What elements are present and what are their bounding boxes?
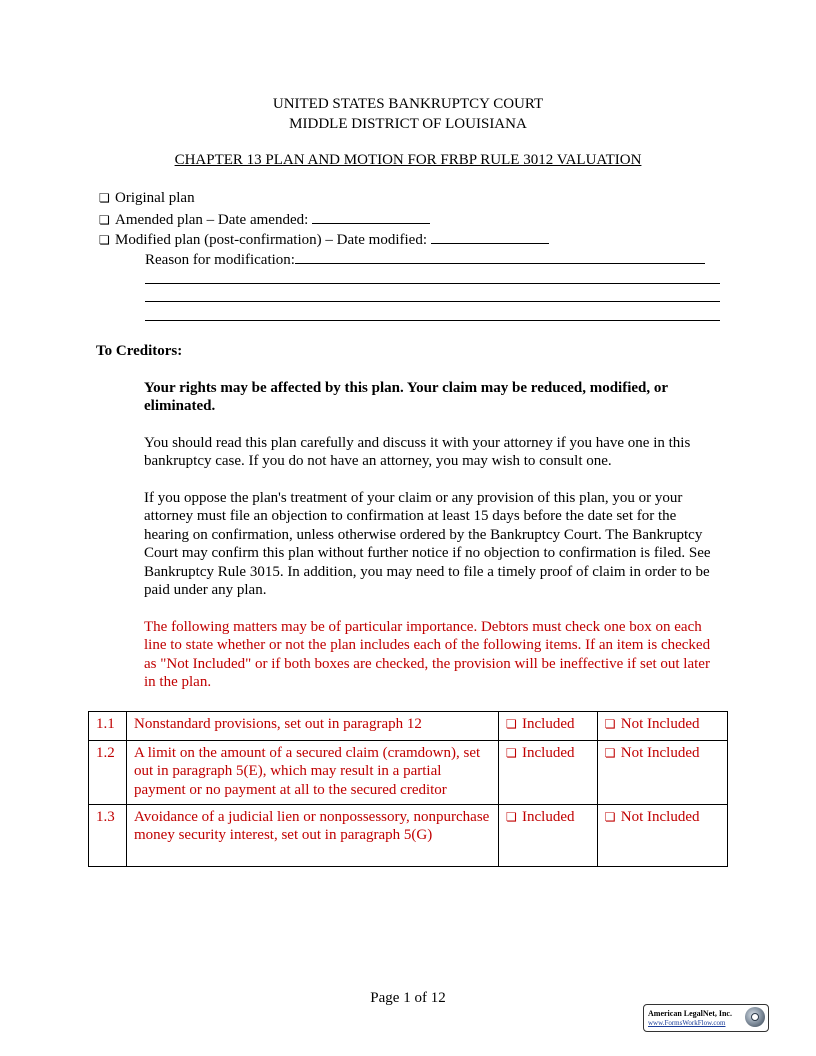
items-table	[88, 711, 728, 867]
item-number: 1.3	[89, 805, 127, 867]
modified-plan-option[interactable]	[99, 229, 549, 250]
rights-notice: Your rights may be affected by this plan. Your claim may be reduced, modified, or eliminated.	[144, 380, 668, 415]
item-description: Avoidance of a judicial lien or nonpossessory, nonpurchase money security interest, set out in paragraph 5(G)	[127, 805, 499, 867]
checkbox-icon[interactable]: ❏	[604, 746, 616, 760]
checkbox-icon[interactable]: ❏	[99, 191, 110, 205]
reason-label: Reason for modification:	[145, 252, 295, 268]
date-modified-field[interactable]	[431, 229, 549, 244]
date-amended-field[interactable]	[312, 209, 430, 224]
not-included-label: Not Included	[620, 745, 700, 761]
matters-paragraph: The following matters may be of particular importance. Debtors must check one box on each line to state whether or not the plan includes each of the following items. If an item is checked as "Not Included" or if both boxes are checked, the provision will be ineffective if set out later in the plan.	[144, 619, 711, 691]
checkbox-icon[interactable]: ❏	[604, 810, 616, 824]
included-label: Included	[522, 716, 575, 732]
included-option[interactable]	[499, 741, 598, 805]
item-number: 1.2	[89, 741, 127, 805]
logo-name: American LegalNet, Inc.	[648, 1009, 732, 1018]
item-description: Nonstandard provisions, set out in paragraph 12	[127, 712, 499, 741]
modified-plan-label: Modified plan (post-confirmation) – Date modified:	[115, 232, 428, 248]
logo-url-link[interactable]: www.FormsWorkFlow.com	[648, 1019, 726, 1027]
reason-field[interactable]	[295, 249, 705, 264]
reason-line[interactable]	[145, 320, 720, 321]
reason-line[interactable]	[145, 283, 720, 284]
checkbox-icon[interactable]: ❏	[99, 213, 110, 227]
district-name: MIDDLE DISTRICT OF LOUISIANA	[289, 116, 527, 132]
not-included-option[interactable]	[597, 712, 727, 741]
amended-plan-option[interactable]	[99, 209, 430, 230]
amended-plan-label: Amended plan – Date amended:	[115, 212, 309, 228]
item-number: 1.1	[89, 712, 127, 741]
checkbox-icon[interactable]: ❏	[604, 717, 616, 731]
checkbox-icon[interactable]: ❏	[506, 746, 517, 760]
read-plan-paragraph: You should read this plan carefully and discuss it with your attorney if you have one in this bankruptcy case. If you do not have an attorney, you may wish to consult one.	[144, 435, 691, 470]
checkbox-icon[interactable]: ❏	[506, 717, 517, 731]
original-plan-option[interactable]	[99, 188, 195, 208]
included-option[interactable]	[499, 805, 598, 867]
table-row	[89, 805, 728, 867]
included-label: Included	[522, 745, 575, 761]
included-label: Included	[522, 809, 575, 825]
document-title: CHAPTER 13 PLAN AND MOTION FOR FRBP RULE 3012 VALUATION	[174, 152, 642, 168]
not-included-option[interactable]	[597, 805, 727, 867]
table-row	[89, 712, 728, 741]
legalnet-logo[interactable]	[643, 1004, 769, 1032]
reason-line[interactable]	[145, 301, 720, 302]
included-option[interactable]	[499, 712, 598, 741]
original-plan-label: Original plan	[115, 190, 195, 206]
reason-row	[145, 249, 705, 270]
item-description: A limit on the amount of a secured claim (cramdown), set out in paragraph 5(E), which may result in a partial payment or no payment at all to the secured creditor	[127, 741, 499, 805]
not-included-option[interactable]	[597, 741, 727, 805]
checkbox-icon[interactable]: ❏	[506, 810, 517, 824]
court-name: UNITED STATES BANKRUPTCY COURT	[272, 96, 544, 112]
checkbox-icon[interactable]: ❏	[99, 233, 110, 247]
creditors-heading: To Creditors:	[96, 343, 183, 359]
disc-icon	[745, 1007, 765, 1027]
table-row	[89, 741, 728, 805]
page-number: Page 1 of 12	[370, 990, 446, 1006]
not-included-label: Not Included	[620, 809, 700, 825]
not-included-label: Not Included	[620, 716, 700, 732]
oppose-paragraph: If you oppose the plan's treatment of your claim or any provision of this plan, you or your attorney must file an objection to confirmation at least 15 days before the date set for the hearing on confirmation, unless otherwise ordered by the Bankruptcy Court. The Bankruptcy Court may confirm this plan without further notice if no objection to confirmation is filed. See Bankruptcy Rule 3015. In addition, you may need to file a timely proof of claim in order to be paid under any plan.	[144, 490, 711, 599]
